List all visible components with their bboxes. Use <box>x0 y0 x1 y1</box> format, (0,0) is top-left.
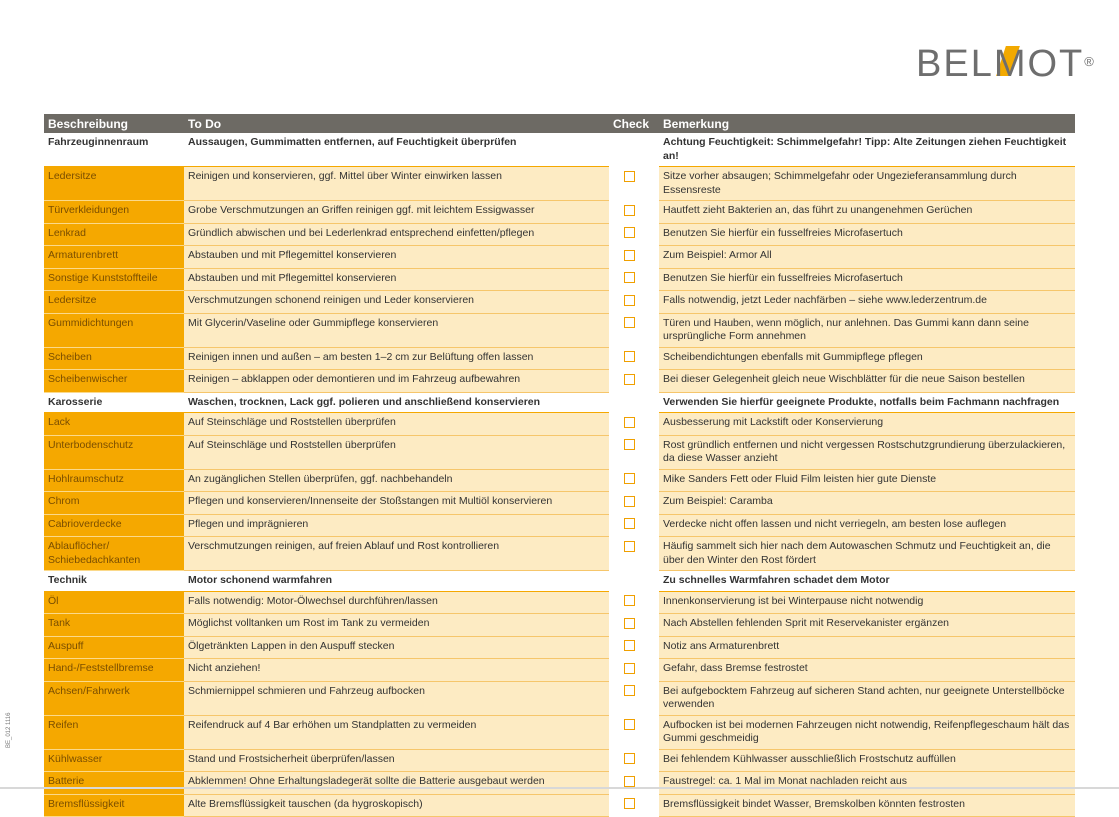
spacer-cell <box>649 514 659 537</box>
spacer-cell <box>649 772 659 795</box>
table-row <box>44 201 1075 224</box>
logo-m-mark: M <box>993 43 1028 85</box>
spacer-cell <box>649 571 659 592</box>
spacer-cell <box>649 681 659 715</box>
table-row <box>44 347 1075 370</box>
item-remark: Bremsflüssigkeit bindet Wasser, Bremskolben könnten festrosten <box>659 794 1075 817</box>
section-row <box>44 571 1075 592</box>
check-cell <box>609 794 649 817</box>
item-todo: Stand und Frostsicherheit überprüfen/lassen <box>184 749 609 772</box>
item-description: Ledersitze <box>44 167 184 201</box>
section-remark: Zu schnelles Warmfahren schadet dem Motor <box>659 571 1075 592</box>
spacer-cell <box>649 370 659 393</box>
item-description: Ledersitze <box>44 291 184 314</box>
item-remark: Zum Beispiel: Caramba <box>659 492 1075 515</box>
item-todo: Möglichst volltanken um Rost im Tank zu vermeiden <box>184 614 609 637</box>
check-cell <box>609 614 649 637</box>
table-row <box>44 794 1075 817</box>
section-title: Technik <box>44 571 184 592</box>
item-description: Türverkleidungen <box>44 201 184 224</box>
check-cell <box>609 392 649 413</box>
item-remark: Verdecke nicht offen lassen und nicht verriegeln, am besten lose auflegen <box>659 514 1075 537</box>
check-cell <box>609 413 649 436</box>
check-cell <box>609 514 649 537</box>
table-row <box>44 492 1075 515</box>
item-description: Achsen/Fahrwerk <box>44 681 184 715</box>
check-box[interactable] <box>624 295 635 306</box>
item-description: Hand-/Feststellbremse <box>44 659 184 682</box>
spacer-cell <box>649 133 659 167</box>
table-row <box>44 223 1075 246</box>
table-row <box>44 749 1075 772</box>
section-remark: Achtung Feuchtigkeit: Schimmelgefahr! Tipp: Alte Zeitungen ziehen Feuchtigkeit an! <box>659 133 1075 167</box>
section-row <box>44 133 1075 167</box>
item-todo: An zugänglichen Stellen überprüfen, ggf. nachbehandeln <box>184 469 609 492</box>
item-todo: Grobe Verschmutzungen an Griffen reinigen ggf. mit leichtem Essigwasser <box>184 201 609 224</box>
check-cell <box>609 772 649 795</box>
belmot-logo: BELMOT® <box>916 43 1094 85</box>
item-todo: Verschmutzungen schonend reinigen und Leder konservieren <box>184 291 609 314</box>
check-box[interactable] <box>624 518 635 529</box>
table-row <box>44 469 1075 492</box>
spacer-cell <box>649 794 659 817</box>
item-todo: Abstauben und mit Pflegemittel konservieren <box>184 246 609 269</box>
item-todo: Nicht anziehen! <box>184 659 609 682</box>
item-remark: Nach Abstellen fehlenden Sprit mit Reservekanister ergänzen <box>659 614 1075 637</box>
check-box[interactable] <box>624 374 635 385</box>
check-cell <box>609 435 649 469</box>
item-remark: Falls notwendig, jetzt Leder nachfärben – siehe www.lederzentrum.de <box>659 291 1075 314</box>
item-remark: Ausbesserung mit Lackstift oder Konservierung <box>659 413 1075 436</box>
table-row <box>44 291 1075 314</box>
check-box[interactable] <box>624 473 635 484</box>
item-todo: Falls notwendig: Motor-Ölwechsel durchführen/lassen <box>184 591 609 614</box>
item-todo: Gründlich abwischen und bei Lederlenkrad entsprechend einfetten/pflegen <box>184 223 609 246</box>
item-remark: Gefahr, dass Bremse festrostet <box>659 659 1075 682</box>
item-description: Cabrioverdecke <box>44 514 184 537</box>
item-remark: Türen und Hauben, wenn möglich, nur anlehnen. Das Gummi kann dann seine ursprüngliche Form annehmen <box>659 313 1075 347</box>
check-box[interactable] <box>624 351 635 362</box>
section-remark: Verwenden Sie hierfür geeignete Produkte, notfalls beim Fachmann nachfragen <box>659 392 1075 413</box>
section-row <box>44 392 1075 413</box>
item-description: Hohlraumschutz <box>44 469 184 492</box>
item-remark: Bei dieser Gelegenheit gleich neue Wischblätter für die neue Saison bestellen <box>659 370 1075 393</box>
spacer-cell <box>649 659 659 682</box>
table-row <box>44 370 1075 393</box>
section-todo: Motor schonend warmfahren <box>184 571 609 592</box>
item-remark: Mike Sanders Fett oder Fluid Film leisten hier gute Dienste <box>659 469 1075 492</box>
check-cell <box>609 591 649 614</box>
item-remark: Hautfett zieht Bakterien an, das führt zu unangenehmen Gerüchen <box>659 201 1075 224</box>
bottom-divider <box>0 787 1119 789</box>
check-box[interactable] <box>624 541 635 552</box>
table-row <box>44 514 1075 537</box>
table-header <box>44 114 1075 133</box>
item-todo: Pflegen und konservieren/Innenseite der Stoßstangen mit Multiöl konservieren <box>184 492 609 515</box>
check-cell <box>609 167 649 201</box>
table-row <box>44 715 1075 749</box>
check-cell <box>609 636 649 659</box>
table-row <box>44 268 1075 291</box>
item-remark: Benutzen Sie hierfür ein fusselfreies Microfasertuch <box>659 223 1075 246</box>
spacer-cell <box>649 223 659 246</box>
item-remark: Scheibendichtungen ebenfalls mit Gummipflege pflegen <box>659 347 1075 370</box>
item-todo: Pflegen und imprägnieren <box>184 514 609 537</box>
check-box[interactable] <box>624 171 635 182</box>
check-cell <box>609 347 649 370</box>
item-description: Öl <box>44 591 184 614</box>
header-todo: To Do <box>184 114 609 133</box>
check-cell <box>609 571 649 592</box>
item-remark: Faustregel: ca. 1 Mal im Monat nachladen reicht aus <box>659 772 1075 795</box>
check-box[interactable] <box>624 439 635 450</box>
item-todo: Ölgetränkten Lappen in den Auspuff stecken <box>184 636 609 659</box>
table-row <box>44 636 1075 659</box>
header-check: Check <box>609 114 649 133</box>
item-description: Gummidichtungen <box>44 313 184 347</box>
check-cell <box>609 223 649 246</box>
item-remark: Sitze vorher absaugen; Schimmelgefahr oder Ungezieferansammlung durch Essensreste <box>659 167 1075 201</box>
item-description: Scheibenwischer <box>44 370 184 393</box>
item-remark: Innenkonservierung ist bei Winterpause nicht notwendig <box>659 591 1075 614</box>
table-row <box>44 591 1075 614</box>
item-description: Lack <box>44 413 184 436</box>
table-row <box>44 313 1075 347</box>
item-todo: Abklemmen! Ohne Erhaltungsladegerät sollte die Batterie ausgebaut werden <box>184 772 609 795</box>
check-box[interactable] <box>624 640 635 651</box>
check-box[interactable] <box>624 205 635 216</box>
item-description: Bremsflüssigkeit <box>44 794 184 817</box>
item-todo: Reinigen – abklappen oder demontieren und im Fahrzeug aufbewahren <box>184 370 609 393</box>
check-box[interactable] <box>624 595 635 606</box>
spacer-cell <box>649 167 659 201</box>
table-row <box>44 681 1075 715</box>
item-remark: Rost gründlich entfernen und nicht vergessen Rostschutzgrundierung überzulackieren, da diese Wasser anzieht <box>659 435 1075 469</box>
item-description: Scheiben <box>44 347 184 370</box>
item-remark: Notiz ans Armaturenbrett <box>659 636 1075 659</box>
section-title: Karosserie <box>44 392 184 413</box>
spacer-cell <box>649 636 659 659</box>
check-box[interactable] <box>624 417 635 428</box>
item-description: Tank <box>44 614 184 637</box>
spacer-cell <box>649 591 659 614</box>
spacer-cell <box>649 435 659 469</box>
table-row <box>44 167 1075 201</box>
spacer-cell <box>649 347 659 370</box>
item-description: Unterbodenschutz <box>44 435 184 469</box>
item-description: Lenkrad <box>44 223 184 246</box>
check-cell <box>609 246 649 269</box>
check-cell <box>609 469 649 492</box>
spacer-cell <box>649 246 659 269</box>
check-cell <box>609 201 649 224</box>
header-description: Beschreibung <box>44 114 184 133</box>
table-row <box>44 659 1075 682</box>
spacer-cell <box>649 537 659 571</box>
item-todo: Mit Glycerin/Vaseline oder Gummipflege konservieren <box>184 313 609 347</box>
check-cell <box>609 492 649 515</box>
table-row <box>44 772 1075 795</box>
item-remark: Benutzen Sie hierfür ein fusselfreies Microfasertuch <box>659 268 1075 291</box>
item-description: Auspuff <box>44 636 184 659</box>
item-description: Sonstige Kunststoffteile <box>44 268 184 291</box>
check-box[interactable] <box>624 685 635 696</box>
check-box[interactable] <box>624 496 635 507</box>
table-row <box>44 246 1075 269</box>
check-box[interactable] <box>624 272 635 283</box>
check-box[interactable] <box>624 227 635 238</box>
spacer-cell <box>649 749 659 772</box>
spacer-cell <box>649 268 659 291</box>
check-cell <box>609 715 649 749</box>
section-todo: Waschen, trocknen, Lack ggf. polieren und anschließend konservieren <box>184 392 609 413</box>
spacer-cell <box>649 614 659 637</box>
table-row <box>44 614 1075 637</box>
item-todo: Reifendruck auf 4 Bar erhöhen um Standplatten zu vermeiden <box>184 715 609 749</box>
check-cell <box>609 681 649 715</box>
item-todo: Reinigen innen und außen – am besten 1–2 cm zur Belüftung offen lassen <box>184 347 609 370</box>
item-remark: Bei aufgebocktem Fahrzeug auf sicheren Stand achten, nur geeignete Unterstellböcke verwenden <box>659 681 1075 715</box>
item-todo: Verschmutzungen reinigen, auf freien Ablauf und Rost kontrollieren <box>184 537 609 571</box>
check-cell <box>609 133 649 167</box>
check-cell <box>609 659 649 682</box>
spacer-cell <box>649 201 659 224</box>
item-remark: Zum Beispiel: Armor All <box>659 246 1075 269</box>
check-cell <box>609 291 649 314</box>
spacer-cell <box>649 392 659 413</box>
spacer-cell <box>649 715 659 749</box>
spacer-cell <box>649 413 659 436</box>
item-description: Armaturenbrett <box>44 246 184 269</box>
item-remark: Bei fehlendem Kühlwasser ausschließlich Frostschutz auffüllen <box>659 749 1075 772</box>
check-box[interactable] <box>624 618 635 629</box>
item-todo: Schmiernippel schmieren und Fahrzeug aufbocken <box>184 681 609 715</box>
header-remark: Bemerkung <box>659 114 1075 133</box>
item-description: Batterie <box>44 772 184 795</box>
item-todo: Alte Bremsflüssigkeit tauschen (da hygroskopisch) <box>184 794 609 817</box>
check-box[interactable] <box>624 776 635 787</box>
check-cell <box>609 749 649 772</box>
table-row <box>44 413 1075 436</box>
spacer-cell <box>649 291 659 314</box>
table-row <box>44 537 1075 571</box>
check-box[interactable] <box>624 317 635 328</box>
item-description: Chrom <box>44 492 184 515</box>
check-box[interactable] <box>624 798 635 809</box>
document-code: BE_012 1116 <box>6 712 12 748</box>
item-remark: Aufbocken ist bei modernen Fahrzeugen nicht notwendig, Reifenpflegeschaum hält das Gummi geschmeidig <box>659 715 1075 749</box>
check-cell <box>609 537 649 571</box>
check-box[interactable] <box>624 250 635 261</box>
checklist-table <box>44 114 1075 817</box>
spacer-cell <box>649 469 659 492</box>
table-row <box>44 435 1075 469</box>
item-description: Reifen <box>44 715 184 749</box>
section-todo: Aussaugen, Gummimatten entfernen, auf Feuchtigkeit überprüfen <box>184 133 609 167</box>
check-box[interactable] <box>624 719 635 730</box>
check-box[interactable] <box>624 663 635 674</box>
item-description: Ablauflöcher/ Schiebedachkanten <box>44 537 184 571</box>
item-todo: Abstauben und mit Pflegemittel konservieren <box>184 268 609 291</box>
item-remark: Häufig sammelt sich hier nach dem Autowaschen Schmutz und Feuchtigkeit an, die über den Winter den Rost fördert <box>659 537 1075 571</box>
item-todo: Reinigen und konservieren, ggf. Mittel über Winter einwirken lassen <box>184 167 609 201</box>
check-cell <box>609 370 649 393</box>
spacer-cell <box>649 313 659 347</box>
item-todo: Auf Steinschläge und Roststellen überprüfen <box>184 435 609 469</box>
spacer-cell <box>649 492 659 515</box>
check-box[interactable] <box>624 753 635 764</box>
section-title: Fahrzeuginnenraum <box>44 133 184 167</box>
item-todo: Auf Steinschläge und Roststellen überprüfen <box>184 413 609 436</box>
check-cell <box>609 313 649 347</box>
registered-mark: ® <box>1084 54 1094 69</box>
item-description: Kühlwasser <box>44 749 184 772</box>
check-cell <box>609 268 649 291</box>
